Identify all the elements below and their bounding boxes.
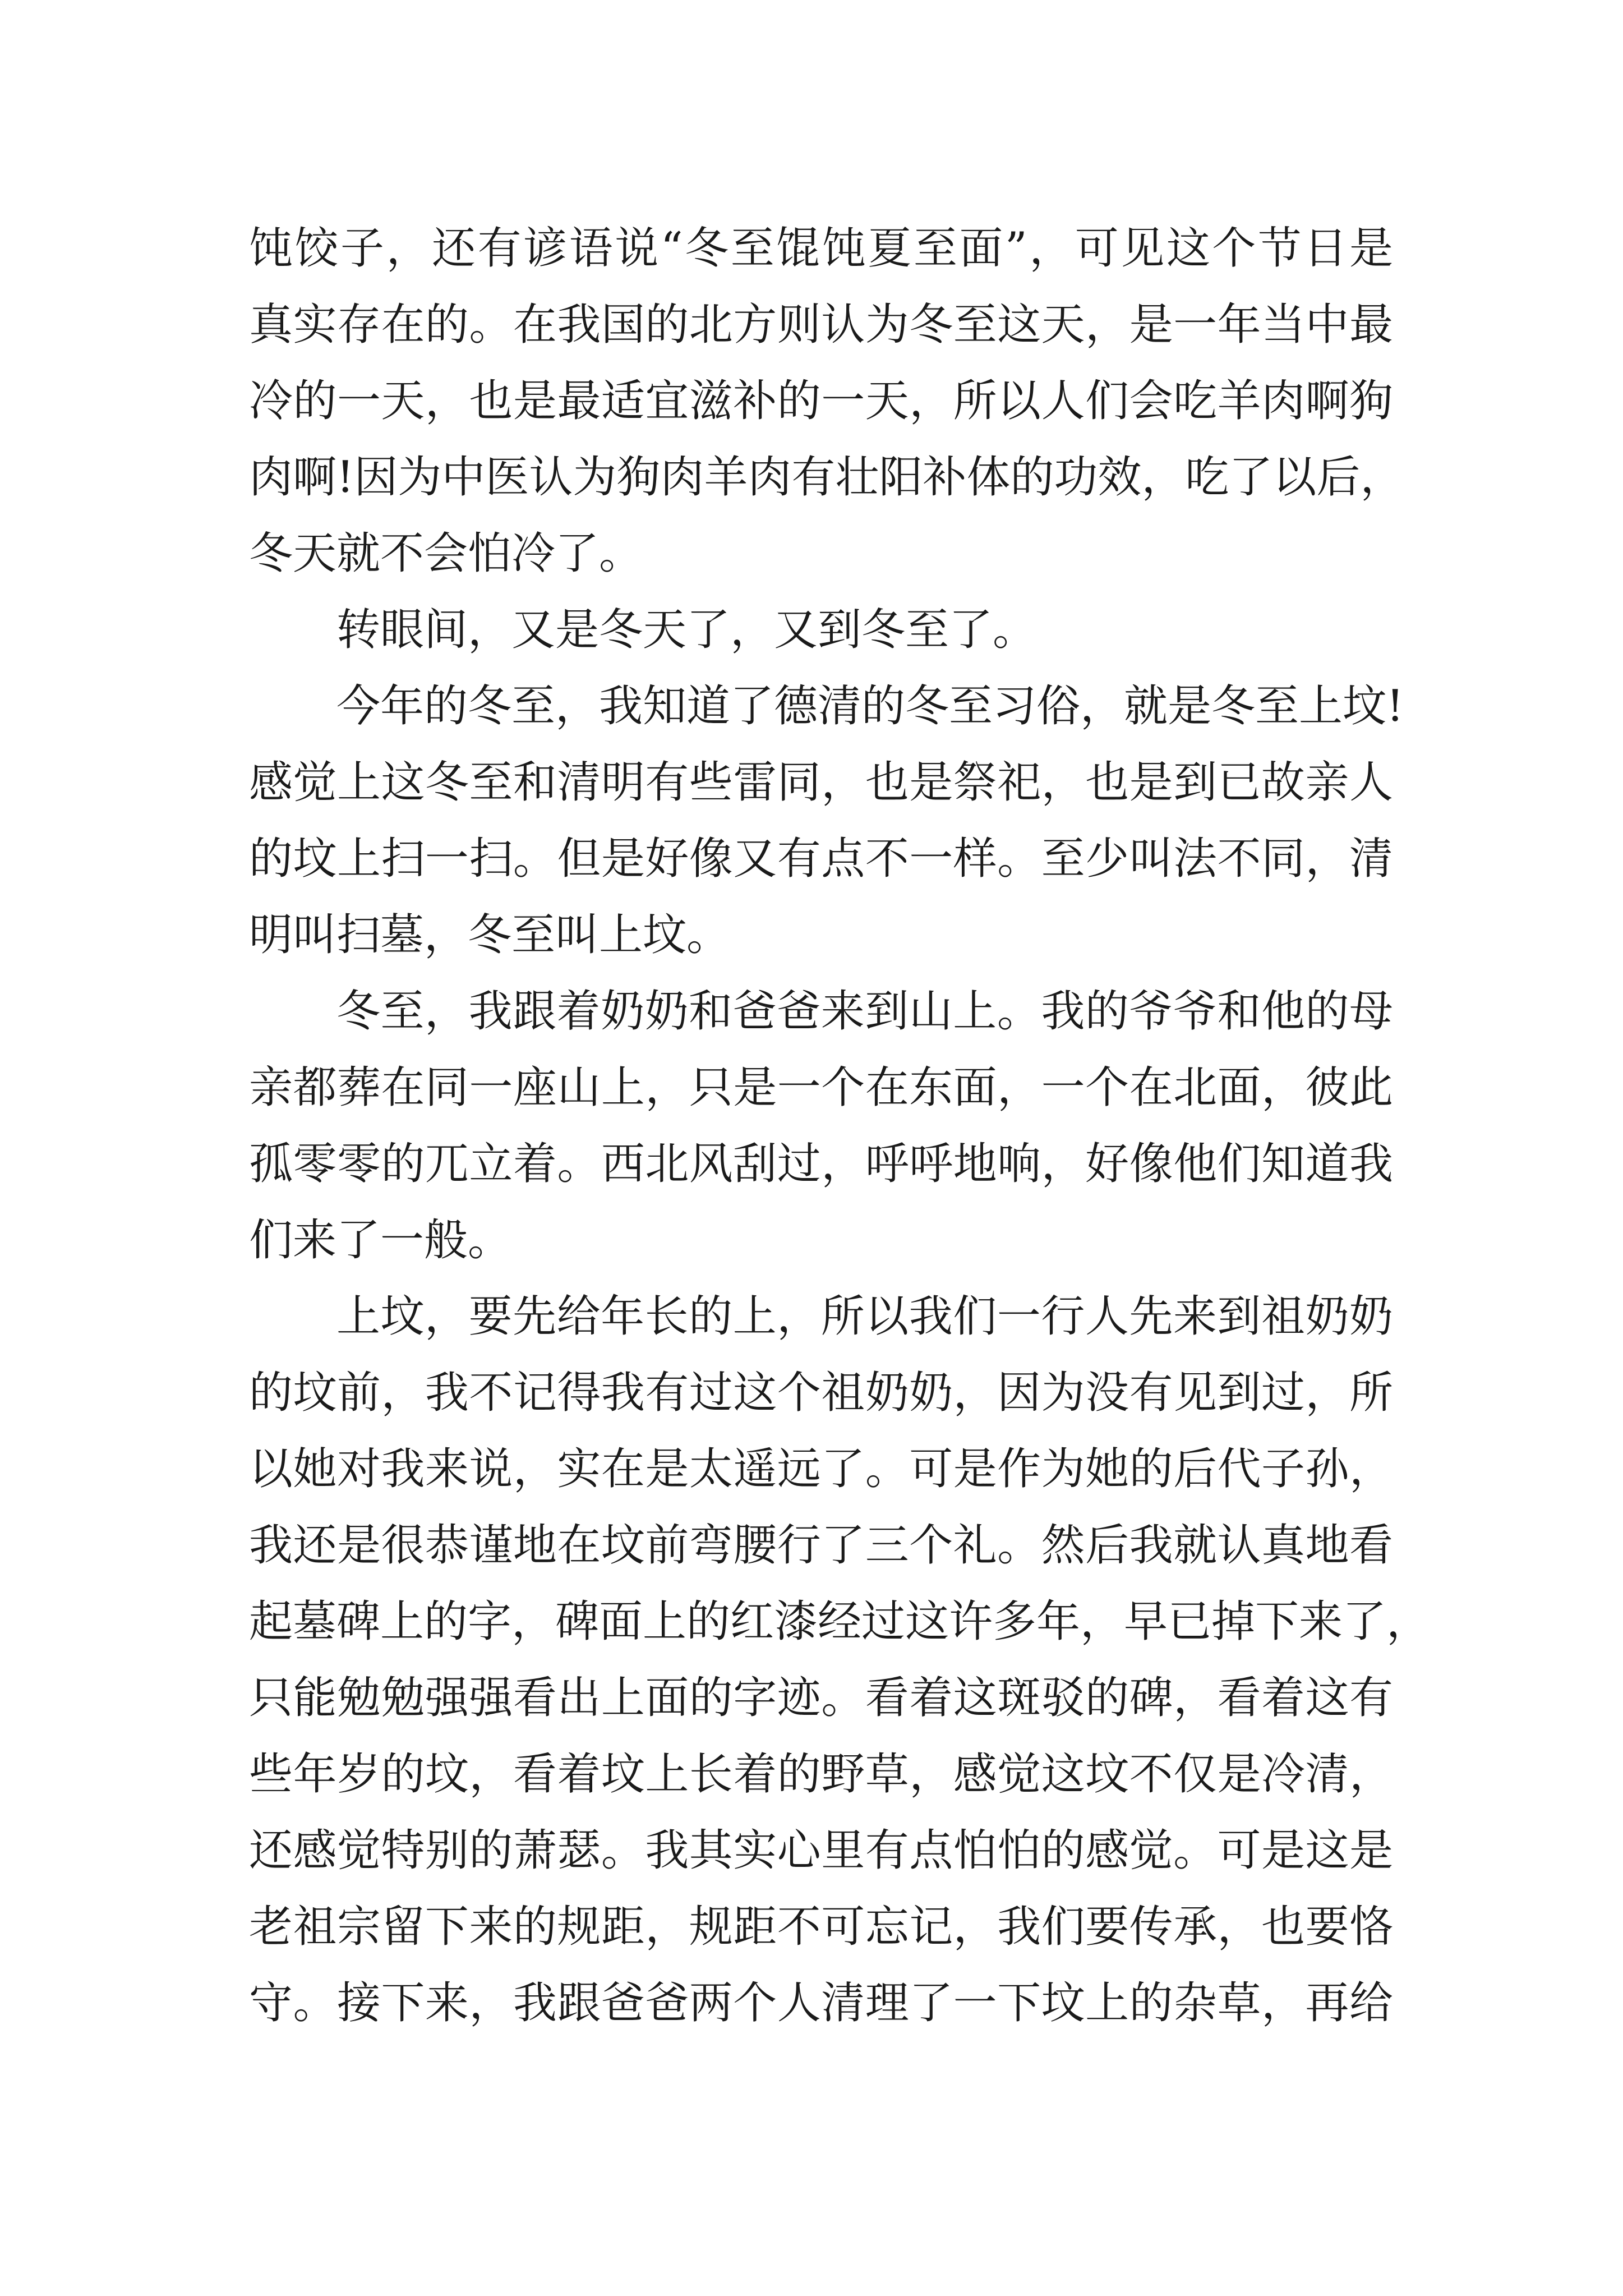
- text-line: 些年岁的坟，看着坟上长着的野草，感觉这坟不仅是冷清，: [249, 1749, 1393, 1800]
- text-line: 还感觉特别的萧瑟。我其实心里有点怕怕的感觉。可是这是: [249, 1825, 1393, 1876]
- text-line: 转眼间，又是冬天了，又到冬至了。: [336, 605, 1037, 655]
- text-line: 的坟上扫一扫。但是好像又有点不一样。至少叫法不同，清: [249, 834, 1393, 884]
- text-line: 的坟前，我不记得我有过这个祖奶奶，因为没有见到过，所: [249, 1368, 1393, 1418]
- text-line: 今年的冬至，我知道了德清的冬至习俗，就是冬至上坟!: [336, 681, 1404, 731]
- text-line: 亲都葬在同一座山上，只是一个在东面，一个在北面，彼此: [249, 1062, 1393, 1113]
- text-line: 老祖宗留下来的规距，规距不可忘记，我们要传承，也要恪: [249, 1902, 1393, 1952]
- text-line: 感觉上这冬至和清明有些雷同，也是祭祀，也是到已故亲人: [249, 757, 1393, 808]
- document-body: [249, 210, 1431, 2041]
- text-line: 冬天就不会怕冷了。: [249, 528, 643, 579]
- text-line: 上坟，要先给年长的上，所以我们一行人先来到祖奶奶: [336, 1291, 1393, 1342]
- text-line: 孤零零的兀立着。西北风刮过，呼呼地响，好像他们知道我: [249, 1139, 1393, 1189]
- text-line: 守。接下来，我跟爸爸两个人清理了一下坟上的杂草，再给: [249, 1978, 1393, 2028]
- text-line: 们来了一般。: [249, 1215, 512, 1266]
- text-line: 饨饺子，还有谚语说“冬至馄饨夏至面”，可见这个节日是: [249, 223, 1393, 274]
- text-line: 真实存在的。在我国的北方则认为冬至这天，是一年当中最: [249, 300, 1393, 350]
- text-line: 冬至，我跟着奶奶和爸爸来到山上。我的爷爷和他的母: [336, 986, 1393, 1037]
- text-line: 以她对我来说，实在是太遥远了。可是作为她的后代子孙，: [249, 1444, 1393, 1494]
- text-line: 我还是很恭谨地在坟前弯腰行了三个礼。然后我就认真地看: [249, 1520, 1393, 1571]
- text-line: 明叫扫墓，冬至叫上坟。: [249, 910, 731, 960]
- text-line: 只能勉勉强强看出上面的字迹。看着这斑驳的碑，看着这有: [249, 1673, 1393, 1723]
- text-line: 起墓碑上的字，碑面上的红漆经过这许多年，早已掉下来了，: [249, 1596, 1431, 1647]
- text-line: 肉啊!因为中医认为狗肉羊肉有壮阳补体的功效，吃了以后，: [249, 452, 1404, 503]
- text-line: 冷的一天，也是最适宜滋补的一天，所以人们会吃羊肉啊狗: [249, 376, 1393, 426]
